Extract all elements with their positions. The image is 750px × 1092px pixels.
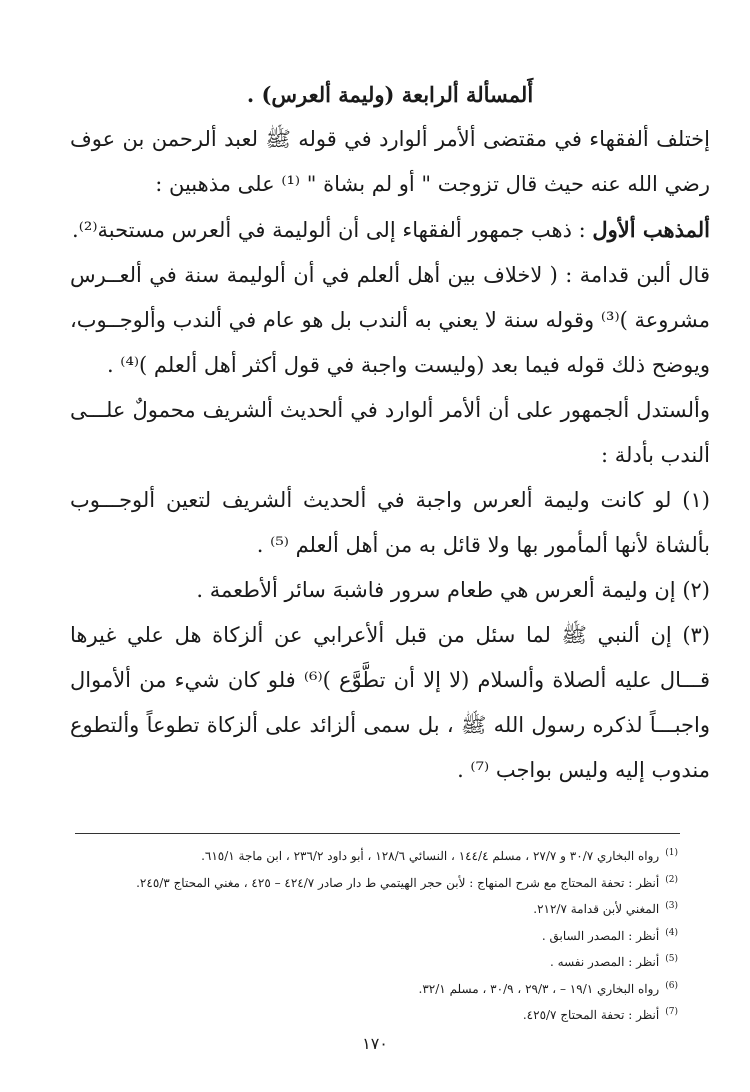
paragraph-text: (١) لو كانت وليمة ألعرس واجبة في ألحديث ألشريف لتعين ألوجـــوب بألشاة لأنها ألمأمور بها ولا قائل به من أهل ألعلم ⁽⁵⁾ . (70, 488, 710, 557)
footnote (58, 975, 678, 1002)
footnote (58, 948, 678, 975)
footnote (58, 922, 678, 949)
footnote-number: (3) (665, 901, 678, 911)
footnote-number: (1) (665, 848, 678, 858)
footnote-number: (5) (665, 954, 678, 964)
footnote (58, 869, 678, 896)
paragraph-lead: ألمذهب ألأول (592, 217, 710, 242)
footnote-text: أنظر : تحفة المحتاج ٤٢٥/٧. (522, 1008, 660, 1022)
paragraph (70, 253, 710, 388)
footnote-text: المغني لأبن قدامة ٢١٢/٧. (533, 902, 660, 916)
footnote (58, 895, 678, 922)
section-heading: أَلمسألة ألرابعة (وليمة ألعرس) . (246, 82, 534, 107)
paragraph (70, 388, 710, 478)
footnote-text: رواه البخاري ٣٠/٧ و ٢٧/٧ ، مسلم ١٤٤/٤ ، النسائي ١٢٨/٦ ، أبو داود ٢٣٦/٢ ، ابن ماجة ٦١٥/١. (201, 849, 660, 863)
footnote-divider (75, 833, 680, 834)
footnote-number: (4) (665, 927, 678, 938)
footnote-text: أنظر : تحفة المحتاج مع شرح المنهاج : لأبن حجر الهيتمي ط دار صادر ٤٢٤/٧ – ٤٢٥ ، مغني المحتاج ٢٤٥/٣. (136, 875, 660, 890)
footnote-text: رواه البخاري ١٩/١ – ، ٢٩/٣ ، ٣٠/٩ ، مسلم ٣٢/١. (418, 981, 660, 996)
paragraph (70, 613, 710, 793)
paragraph-text: إختلف ألفقهاء في مقتضى ألأمر ألوارد في قوله ﷺ لعبد ألرحمن بن عوف رضي الله عنه حيث قال تزوجت " أو لم بشاة " ⁽¹⁾ على مذهبين : (70, 127, 710, 196)
footnote-number: (7) (665, 1007, 678, 1017)
paragraph-text: وألستدل ألجمهور على أن ألأمر ألوارد في ألحديث ألشريف محمولٌ علـــى ألندب بأدلة : (70, 398, 710, 467)
paragraph (70, 117, 710, 207)
footnote-text: أنظر : المصدر السابق . (541, 928, 660, 943)
main-text (70, 72, 710, 793)
paragraph-text: (٢) إن وليمة ألعرس هي طعام سرور فاشبهَ سائر ألأطعمة . (196, 578, 710, 602)
paragraph-text: قال ألبن قدامة : ( لاخلاف بين أهل ألعلم في أن ألوليمة سنة في ألعــرس مشروعة )⁽³⁾ وقوله سنة لا يعني به ألندب بل هو عام في ألندب وألوجــوب، ويوضح ذلك قوله فيما بعد (وليست واجبة في قول أكثر أهل ألعلم )⁽⁴⁾ . (70, 263, 710, 377)
footnote (58, 1001, 678, 1028)
footnote-text: أنظر : المصدر نفسه . (550, 955, 660, 969)
footnote (58, 842, 678, 869)
paragraph (70, 478, 710, 568)
paragraph-text: (٣) إن ألنبي ﷺ لما سئل من قبل ألأعرابي عن ألزكاة هل علي غيرها قـــال عليه ألصلاة وألسلام (لا إلا أن تطَّوَّع )⁽⁶⁾ فلو كان شيء من ألأموال واجبـــاً لذكره رسول الله ﷺ ، بل سمى ألزائد على ألزكاة تطوعاً وألتطوع مندوب إليه وليس بواجب ⁽⁷⁾ . (70, 623, 710, 782)
footnote-number: (2) (665, 874, 678, 885)
page-number: ١٧٠ (362, 1034, 388, 1053)
paragraph (70, 568, 710, 613)
footnotes (58, 842, 678, 1028)
paragraph (70, 207, 710, 253)
footnote-number: (6) (665, 980, 678, 991)
paragraph-text: : ذهب جمهور ألفقهاء إلى أن ألوليمة في ألعرس مستحبة⁽²⁾. (72, 218, 593, 242)
